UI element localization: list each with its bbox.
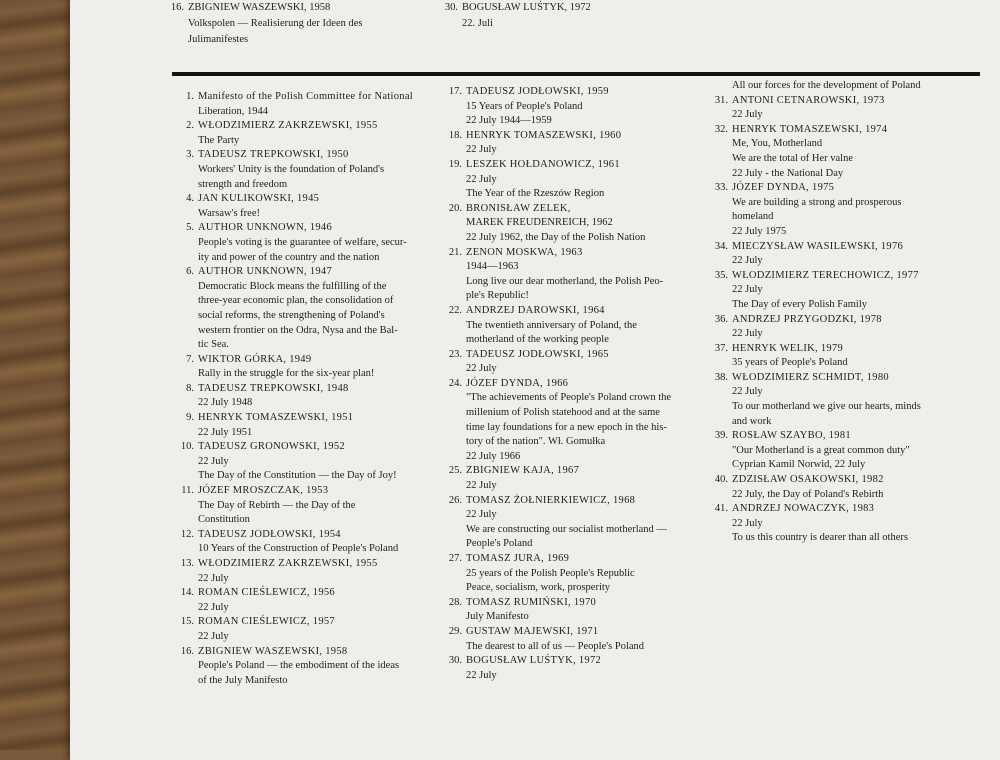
catalogue-entry — [174, 221, 424, 265]
entry-line: strength and freedom — [198, 178, 288, 190]
entry-number: 40. — [714, 474, 728, 486]
previous-section-fragment — [70, 0, 1000, 50]
catalogue-entry — [442, 158, 697, 202]
entry-number: 34. — [714, 240, 728, 252]
catalogue-entry — [174, 90, 424, 119]
entry-number: 20. — [448, 202, 462, 214]
entry-title: Manifesto of the Polish Committee for National — [198, 91, 414, 102]
entry-line: 22 July 1944—1959 — [466, 115, 552, 127]
entry-line: Julimanifestes — [188, 34, 249, 45]
entry-line: 22 July — [466, 144, 497, 156]
catalogue-entry — [174, 645, 424, 689]
catalogue-entry — [708, 473, 980, 502]
entry-line: 22 July 1966 — [466, 450, 521, 462]
entry-title: TADEUSZ JODŁOWSKI, 1959 — [466, 86, 609, 97]
entry-line: 35 years of People's Poland — [732, 357, 848, 369]
entry-number: 18. — [448, 129, 462, 141]
german-entry-16 — [168, 0, 362, 48]
entry-title: WŁODZIMIERZ ZAKRZEWSKI, 1955 — [198, 558, 378, 569]
entry-line: July Manifesto — [466, 611, 529, 623]
german-entry-30 — [442, 0, 641, 32]
entry-title: BOGUSŁAW LUŚTYK, 1972 — [462, 2, 591, 13]
entry-line: Me, You, Motherland — [732, 138, 823, 150]
entries-column-1 — [174, 90, 424, 688]
catalogue-entry — [174, 440, 424, 484]
entry-line: We are the total of Her valne — [732, 152, 854, 164]
entry-number: 35. — [714, 269, 728, 281]
entry-line: 22 July — [466, 509, 497, 521]
entry-title: TOMASZ ŻOŁNIERKIEWICZ, 1968 — [466, 494, 636, 506]
entry-line: 22 July — [732, 386, 763, 398]
entry-line: 15 Years of People's Poland — [466, 100, 583, 112]
entry-number: 4. — [186, 193, 194, 205]
entry-line: 22 July — [466, 669, 497, 681]
entry-title: AUTHOR UNKNOWN, 1946 — [198, 222, 333, 234]
entry-line: People's Poland — [466, 538, 533, 550]
catalogue-entry — [708, 502, 980, 546]
entries-column-2 — [442, 85, 697, 683]
entry-line: ity and power of the country and the nation — [198, 251, 380, 263]
entry-line: 22 July 1975 — [732, 225, 787, 237]
entry-number: 30. — [448, 655, 462, 667]
entry-line: 22 July, the Day of Poland's Rebirth — [732, 488, 884, 500]
entry-line: 22 July — [732, 328, 763, 340]
entry-line: 22 July — [466, 363, 497, 375]
entry-line: social reforms, the strengthening of Poland's — [198, 309, 385, 321]
catalogue-entry — [708, 181, 980, 239]
entry-title: ANDRZEJ NOWACZYK, 1983 — [732, 503, 875, 515]
entry-title: ROMAN CIEŚLEWICZ, 1956 — [198, 587, 335, 599]
entry-number: 9. — [186, 412, 194, 424]
entry-title: JAN KULIKOWSKI, 1945 — [198, 193, 320, 205]
entry-number: 2. — [186, 120, 194, 132]
catalogue-entry — [174, 615, 424, 644]
entry-number: 29. — [448, 625, 462, 637]
entry-number: 41. — [714, 503, 728, 515]
entry-line: Warsaw's free! — [198, 207, 260, 219]
entry-number: 32. — [714, 123, 728, 135]
entry-line: MAREK FREUDENREICH, 1962 — [466, 217, 613, 229]
entry-title: ZBIGNIEW WASZEWSKI, 1958 — [188, 2, 331, 13]
entry-line: We are building a strong and prosperous — [732, 196, 902, 208]
entry-line: The Day of the Constitution — the Day of Joy! — [198, 470, 397, 482]
entry-line: 22 July 1951 — [198, 426, 253, 438]
entry-line: People's voting is the guarantee of welfare, secur- — [198, 236, 407, 248]
entry-number: 15. — [180, 616, 194, 628]
entries-column-3 — [708, 79, 980, 546]
entry-line: "The achievements of People's Poland crown the — [466, 392, 672, 404]
entry-line: time lay foundations for a new epoch in the his- — [466, 421, 667, 433]
entry-title: BOGUSŁAW LUŚTYK, 1972 — [466, 655, 602, 667]
catalogue-entry — [708, 123, 980, 181]
entry-number: 30. — [444, 2, 458, 13]
entry-number: 33. — [714, 182, 728, 194]
entry-line: 22. Juli — [462, 18, 493, 29]
entry-line: 22 July — [732, 517, 763, 529]
entry-number: 14. — [180, 587, 194, 599]
entry-number: 5. — [186, 222, 194, 234]
entry-number: 37. — [714, 342, 728, 354]
entry-number: 22. — [448, 304, 462, 316]
entry-title: WIKTOR GÓRKA, 1949 — [198, 353, 312, 365]
catalogue-entry — [442, 494, 697, 552]
column-lead-line: All our forces for the development of Poland — [732, 80, 921, 91]
entry-line: To us this country is dearer than all others — [732, 532, 908, 544]
catalogue-entry — [174, 528, 424, 557]
entry-title: HENRYK TOMASZEWSKI, 1974 — [732, 123, 888, 135]
entry-number: 24. — [448, 377, 462, 389]
catalogue-entry — [708, 313, 980, 342]
catalogue-entry — [442, 246, 697, 304]
entry-number: 1. — [186, 91, 194, 102]
entry-title: AUTHOR UNKNOWN, 1947 — [198, 266, 333, 278]
entry-number: 38. — [714, 371, 728, 383]
entry-line: millenium of Polish statehood and at the same — [466, 407, 660, 419]
entry-line: 1944—1963 — [466, 261, 519, 273]
entry-title: ROMAN CIEŚLEWICZ, 1957 — [198, 616, 335, 628]
entry-line: The twentieth anniversary of Poland, the — [466, 319, 637, 331]
entry-title: WŁODZIMIERZ TERECHOWICZ, 1977 — [732, 269, 919, 281]
catalogue-entry — [442, 304, 697, 348]
entry-title: ZDZISŁAW OSAKOWSKI, 1982 — [732, 474, 884, 486]
entry-title: ZBIGNIEW KAJA, 1967 — [466, 465, 580, 477]
entry-number: 21. — [448, 246, 462, 258]
entry-line: Workers' Unity is the foundation of Poland's — [198, 163, 385, 175]
entry-line: The Party — [198, 134, 240, 146]
entry-number: 17. — [448, 86, 462, 97]
entry-number: 13. — [180, 558, 194, 569]
entry-line: tory of the nation". Wł. Gomułka — [466, 436, 606, 448]
catalogue-entry — [442, 625, 697, 654]
entry-title: ZENON MOSKWA, 1963 — [466, 246, 583, 258]
entry-line: three-year economic plan, the consolidation of — [198, 295, 394, 307]
catalogue-entry — [442, 596, 697, 625]
entry-title: TOMASZ JURA, 1969 — [466, 553, 570, 564]
catalogue-entry — [442, 85, 697, 129]
entry-title: JÓZEF DYNDA, 1966 — [466, 377, 569, 389]
entry-line: Constitution — [198, 514, 250, 526]
entry-number: 31. — [714, 94, 728, 106]
entry-number: 28. — [448, 596, 462, 608]
entry-line: of the July Manifesto — [198, 674, 288, 686]
entry-title: TADEUSZ TREPKOWSKI, 1948 — [198, 382, 349, 394]
entry-title: WŁODZIMIERZ SCHMIDT, 1980 — [732, 371, 889, 383]
entry-line: Cyprian Kamil Norwid, 22 July — [732, 459, 866, 471]
entry-line: Volkspolen — Realisierung der Ideen des — [188, 18, 363, 29]
entry-line: homeland — [732, 211, 774, 223]
entry-number: 11. — [181, 485, 194, 497]
catalogue-entry — [174, 192, 424, 221]
entry-line: 22 July — [198, 601, 229, 613]
entry-number: 12. — [180, 528, 194, 540]
entry-title: TADEUSZ GRONOWSKI, 1952 — [198, 441, 345, 453]
entry-line: 22 July — [198, 455, 229, 467]
entry-line: Democratic Block means the fulfilling of the — [198, 280, 387, 292]
entry-line: The dearest to all of us — People's Poland — [466, 640, 645, 652]
catalogue-entry — [174, 148, 424, 192]
section-divider — [172, 72, 980, 76]
entry-number: 23. — [448, 348, 462, 360]
entry-title: BRONISŁAW ZELEK, — [466, 202, 571, 214]
entry-number: 3. — [186, 149, 194, 161]
catalogue-entry — [442, 348, 697, 377]
entry-number: 10. — [180, 441, 194, 453]
entry-line: To our motherland we give our hearts, minds — [732, 401, 921, 413]
catalogue-entry — [174, 557, 424, 586]
entry-line: tic Sea. — [198, 339, 229, 351]
catalogue-entry — [442, 129, 697, 158]
entry-line: and work — [732, 415, 772, 427]
entry-line: The Year of the Rzeszów Region — [466, 188, 605, 200]
entry-number: 39. — [714, 430, 728, 442]
entry-number: 16. — [180, 645, 194, 657]
entry-number: 6. — [186, 266, 194, 278]
entry-line: 10 Years of the Construction of People's Poland — [198, 543, 399, 555]
entry-title: JÓZEF DYNDA, 1975 — [732, 182, 835, 194]
entry-number: 27. — [448, 553, 462, 564]
catalogue-entry — [174, 119, 424, 148]
entry-line: motherland of the working people — [466, 334, 609, 346]
entry-line: 22 July 1948 — [198, 397, 253, 409]
catalogue-entry — [174, 265, 424, 353]
catalogue-entry — [708, 240, 980, 269]
catalogue-entry — [174, 353, 424, 382]
catalogue-entry — [442, 202, 697, 246]
catalogue-entry — [708, 342, 980, 371]
entry-number: 26. — [448, 494, 462, 506]
entry-title: MIECZYSŁAW WASILEWSKI, 1976 — [732, 240, 904, 252]
catalogue-entry — [442, 377, 697, 465]
entry-number: 25. — [448, 465, 462, 477]
catalogue-entry — [174, 586, 424, 615]
entry-title: TADEUSZ TREPKOWSKI, 1950 — [198, 149, 349, 161]
entry-line: 22 July — [732, 284, 763, 296]
entry-title: ZBIGNIEW WASZEWSKI, 1958 — [198, 645, 348, 657]
catalogue-entry — [174, 382, 424, 411]
catalogue-entry — [174, 484, 424, 528]
entry-title: ROSŁAW SZAYBO, 1981 — [732, 430, 851, 442]
entry-line: 22 July — [732, 109, 763, 121]
entry-line: 22 July — [198, 572, 229, 584]
catalogue-page — [70, 0, 1000, 760]
entry-line: People's Poland — the embodiment of the ideas — [198, 660, 400, 672]
entry-line: western frontier on the Odra, Nysa and the Bal- — [198, 324, 398, 336]
entry-line: 22 July — [732, 255, 763, 267]
entry-line: 22 July — [466, 480, 497, 492]
entry-title: LESZEK HOŁDANOWICZ, 1961 — [466, 158, 620, 170]
entry-number: 8. — [186, 382, 194, 394]
entry-line: The Day of every Polish Family — [732, 298, 868, 310]
catalogue-entry — [442, 552, 697, 596]
entry-title: TOMASZ RUMIŃSKI, 1970 — [466, 596, 597, 608]
entry-number: 7. — [186, 353, 194, 365]
entry-line: Rally in the struggle for the six-year plan! — [198, 368, 375, 380]
entry-number: 36. — [714, 313, 728, 325]
entry-title: ANTONI CETNAROWSKI, 1973 — [732, 94, 885, 106]
catalogue-entry — [708, 269, 980, 313]
entry-number: 19. — [448, 158, 462, 170]
entry-title: JÓZEF MROSZCZAK, 1953 — [198, 485, 329, 497]
entry-line: "Our Motherland is a great common duty" — [732, 444, 910, 456]
entry-title: GUSTAW MAJEWSKI, 1971 — [466, 625, 599, 637]
entry-line: We are constructing our socialist motherland — — [466, 523, 667, 535]
entry-line: 22 July 1962, the Day of the Polish Nation — [466, 231, 646, 243]
entry-line: 22 July — [466, 173, 497, 185]
entry-title: TADEUSZ JODŁOWSKI, 1954 — [198, 528, 341, 540]
entry-line: Liberation, 1944 — [198, 105, 268, 117]
entry-line: The Day of Rebirth — the Day of the — [198, 499, 356, 511]
entry-line: 25 years of the Polish People's Republic — [466, 567, 635, 579]
catalogue-entry — [442, 464, 697, 493]
catalogue-entry — [708, 371, 980, 429]
entry-title: HENRYK WELIK, 1979 — [732, 342, 844, 354]
entry-line: 22 July — [198, 630, 229, 642]
entry-title: TADEUSZ JODŁOWSKI, 1965 — [466, 348, 609, 360]
catalogue-entry — [708, 94, 980, 123]
entry-title: WŁODZIMIERZ ZAKRZEWSKI, 1955 — [198, 120, 378, 132]
entry-number: 16. — [170, 2, 184, 13]
entry-title: HENRYK TOMASZEWSKI, 1960 — [466, 129, 622, 141]
entry-line: 22 July - the National Day — [732, 167, 844, 179]
entry-line: Long live our dear motherland, the Polish Peo- — [466, 275, 664, 287]
catalogue-entry — [174, 411, 424, 440]
entry-title: ANDRZEJ PRZYGODZKI, 1978 — [732, 313, 882, 325]
entry-line: Peace, socialism, work, prosperity — [466, 582, 611, 594]
catalogue-entry — [442, 654, 697, 683]
entry-title: ANDRZEJ DAROWSKI, 1964 — [466, 304, 605, 316]
entry-title: HENRYK TOMASZEWSKI, 1951 — [198, 412, 354, 424]
catalogue-entry — [708, 429, 980, 473]
entry-line: ple's Republic! — [466, 290, 529, 302]
